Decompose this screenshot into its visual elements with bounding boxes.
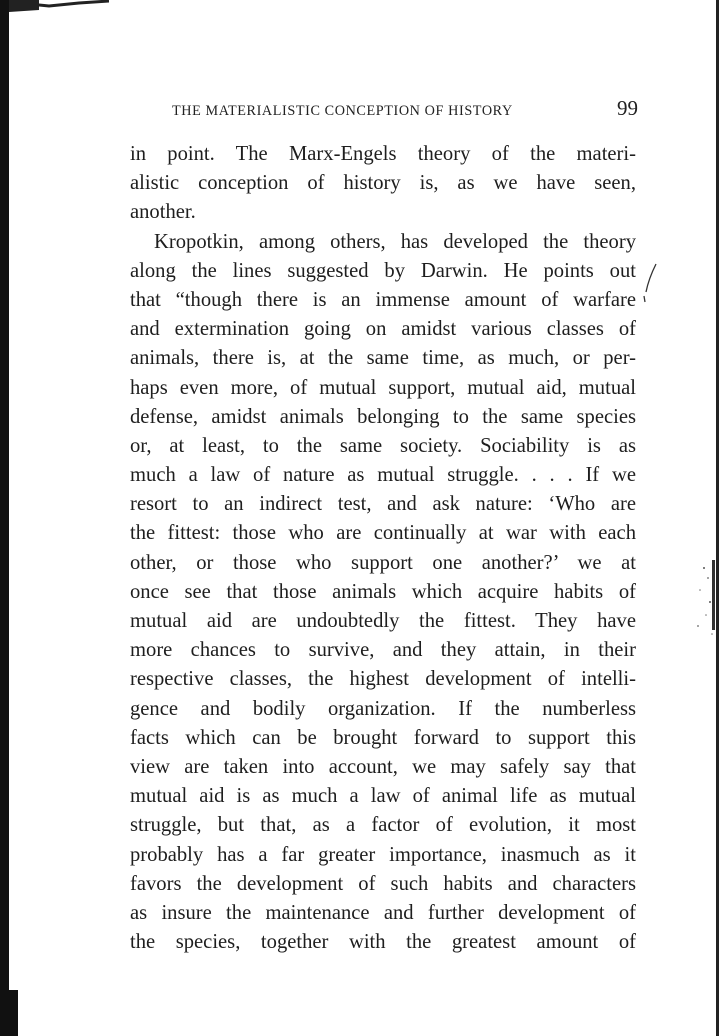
page-number: 99: [617, 96, 638, 120]
text-line: respective classes, the highest development of intelli-: [130, 668, 636, 691]
running-head: [172, 96, 638, 124]
text-line: resort to an indirect test, and ask nature: ‘Who are: [130, 493, 636, 516]
pencil-margin-mark: [640, 262, 660, 306]
text-line: mutual aid are undoubtedly the fittest. They have: [130, 610, 636, 632]
text-line: that “though there is an immense amount of warfare: [130, 288, 636, 311]
text-line: defense, amidst animals belonging to the same species: [130, 405, 636, 428]
text-line: the fittest: those who are continually at war with each: [130, 522, 636, 545]
text-line: other, or those who support one another?’ we at: [130, 551, 636, 574]
scan-speckle: [690, 560, 716, 640]
text-line: animals, there is, at the same time, as much, or per-: [130, 347, 636, 370]
scan-left-edge: [0, 0, 9, 1036]
text-line: probably has a far greater importance, inasmuch as it: [130, 843, 636, 866]
text-line: Kropotkin, among others, has developed the theory: [154, 230, 636, 253]
text-line: favors the development of such habits and characters: [130, 872, 636, 895]
scan-corner-mark: [9, 0, 109, 14]
text-line: as insure the maintenance and further development of: [130, 901, 636, 924]
text-line: along the lines suggested by Darwin. He points out: [130, 259, 636, 282]
text-line: once see that those animals which acquire habits of: [130, 580, 636, 603]
text-line: much a law of nature as mutual struggle. . . . If we: [130, 464, 636, 487]
text-line: or, at least, to the same society. Sociability is as: [130, 434, 636, 457]
scan-right-edge: [716, 0, 719, 1036]
running-title: THE MATERIALISTIC CONCEPTION OF HISTORY: [172, 103, 513, 119]
text-line: struggle, but that, as a factor of evolution, it most: [130, 814, 636, 837]
text-line: another.: [130, 201, 196, 224]
text-line: gence and bodily organization. If the numberless: [130, 697, 636, 720]
text-line: in point. The Marx-Engels theory of the materi-: [130, 143, 636, 165]
text-line: alistic conception of history is, as we have seen,: [130, 172, 636, 195]
text-line: and extermination going on amidst various classes of: [130, 318, 636, 341]
text-line: mutual aid is as much a law of animal life as mutual: [130, 785, 636, 808]
text-line: facts which can be brought forward to support this: [130, 726, 636, 749]
scan-left-edge-notch: [0, 990, 18, 1036]
text-line: haps even more, of mutual support, mutual aid, mutual: [130, 376, 636, 399]
text-line: more chances to survive, and they attain, in their: [130, 639, 636, 662]
text-line: view are taken into account, we may safely say that: [130, 755, 636, 778]
body-text: [130, 140, 636, 957]
text-line: the species, together with the greatest amount of: [130, 931, 636, 954]
